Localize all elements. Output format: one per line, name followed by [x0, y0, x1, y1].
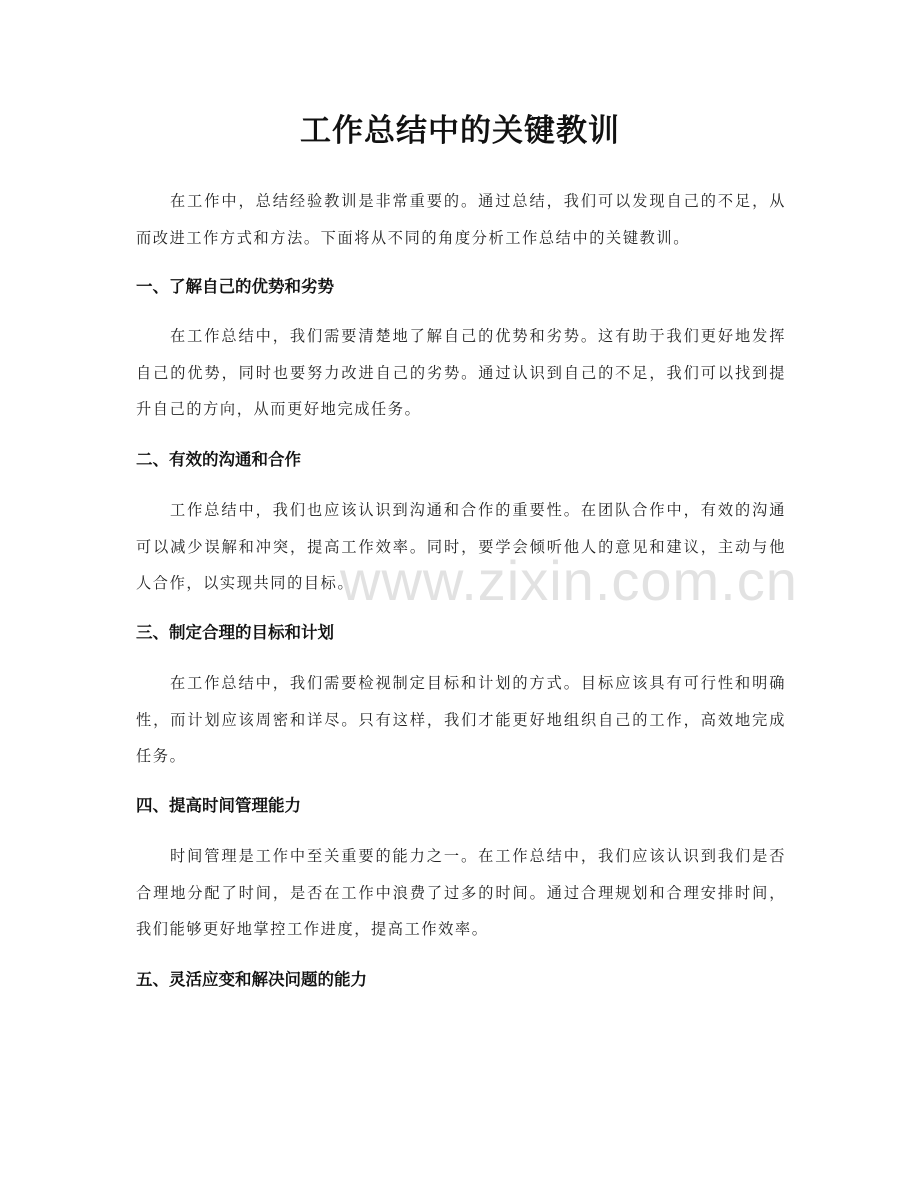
section-heading-1: 一、了解自己的优势和劣势 [136, 277, 334, 296]
section-body-3: 在工作总结中，我们需要检视制定目标和计划的方式。目标应该具有可行性和明确性，而计划应该周密和详尽。只有这样，我们才能更好地组织自己的工作，高效地完成任务。 [136, 674, 786, 765]
section-body-4: 时间管理是工作中至关重要的能力之一。在工作总结中，我们应该认识到我们是否合理地分配了时间，是否在工作中浪费了过多的时间。通过合理规划和合理安排时间，我们能够更好地掌控工作进度，提高工作效率。 [136, 847, 786, 938]
section-heading-2: 二、有效的沟通和合作 [136, 450, 301, 469]
intro-paragraph: 在工作中，总结经验教训是非常重要的。通过总结，我们可以发现自己的不足，从而改进工作方式和方法。下面将从不同的角度分析工作总结中的关键教训。 [136, 192, 786, 247]
section-body-2: 工作总结中，我们也应该认识到沟通和合作的重要性。在团队合作中，有效的沟通可以减少误解和冲突，提高工作效率。同时，要学会倾听他人的意见和建议，主动与他人合作，以实现共同的目标。 [136, 501, 786, 592]
watermark-text: www.zixin.com.cn [340, 549, 798, 612]
section-heading-4: 四、提高时间管理能力 [136, 796, 301, 815]
section-heading-5: 五、灵活应变和解决问题的能力 [136, 970, 367, 989]
section-heading-3: 三、制定合理的目标和计划 [136, 623, 334, 642]
section-body-1: 在工作总结中，我们需要清楚地了解自己的优势和劣势。这有助于我们更好地发挥自己的优势，同时也要努力改进自己的劣势。通过认识到自己的不足，我们可以找到提升自己的方向，从而更好地完成任务。 [136, 327, 786, 418]
page-title: 工作总结中的关键教训 [300, 113, 620, 149]
